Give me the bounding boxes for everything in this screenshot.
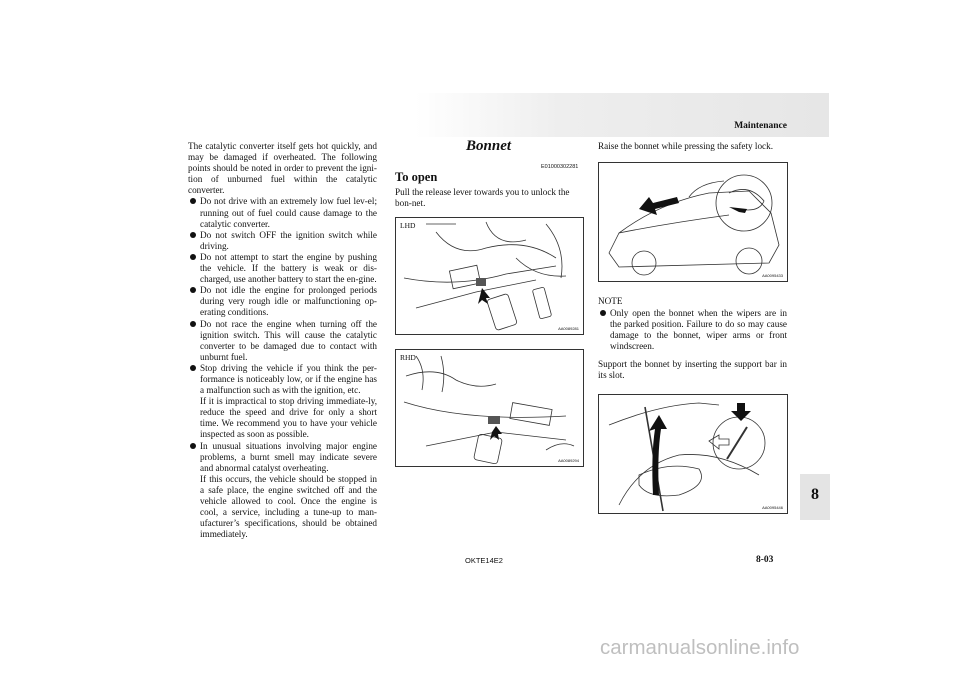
safety-lock-graphic [599, 163, 787, 281]
subheading-to-open: To open [395, 170, 438, 184]
figure-label: LHD [400, 221, 416, 230]
watermark: carmanualsonline.info [600, 636, 800, 659]
bullet-icon [190, 287, 196, 293]
note-heading: NOTE [598, 296, 623, 306]
figure-code: AA0095433 [762, 273, 783, 278]
section-code: E01000302281 [541, 164, 579, 170]
safety-lock-illustration [598, 162, 788, 282]
lhd-illustration-graphic [396, 218, 583, 334]
list-item: Do not switch OFF the ignition switch while driving. [188, 230, 377, 252]
rhd-illustration-graphic [396, 350, 583, 466]
support-bar-instruction: Support the bonnet by inserting the support bar in its slot. [598, 359, 787, 380]
list-item: Only open the bonnet when the wipers are in the parked position. Failure to do so may cause damage to the bonnet, wiper arms or front windscreen. [598, 308, 787, 352]
figure-code: AA0089281 [558, 326, 579, 331]
section-heading: Bonnet [466, 138, 512, 154]
rhd-release-lever-illustration [395, 349, 584, 467]
lhd-release-lever-illustration [395, 217, 584, 335]
bullet-icon [190, 321, 196, 327]
note-list [598, 308, 787, 352]
figure-code: AA0089294 [558, 458, 579, 463]
page-number: 8-03 [756, 555, 774, 565]
precaution-list [188, 196, 377, 540]
list-item: Do not race the engine when turning off the ignition switch. This will cause the catalytic converter to be damaged due to contact with unburnt fuel. [188, 319, 377, 363]
raise-bonnet-instruction: Raise the bonnet while pressing the safety lock. [598, 141, 774, 151]
bullet-icon [190, 254, 196, 260]
list-item: Do not attempt to start the engine by pushing the vehicle. If the battery is weak or dis-charged, use another battery to start the en-gine. [188, 252, 377, 285]
catalytic-converter-column [188, 141, 377, 540]
figure-code: AA0095446 [762, 505, 783, 510]
bullet-icon [600, 310, 606, 316]
figure-label: RHD [400, 353, 416, 362]
support-bar-graphic [599, 395, 787, 513]
section-title: Maintenance [734, 121, 787, 131]
support-bar-illustration [598, 394, 788, 514]
bullet-icon [190, 365, 196, 371]
bullet-icon [190, 232, 196, 238]
list-item: In unusual situations involving major engine problems, a burnt smell may indicate severe and abnormal catalyst overheating. If this occurs, the vehicle should be stopped in a safe place, the engine switched off and the vehicle allowed to cool. Once the engine is cool, a service, including a tune-up to man-ufacturer’s specifications, should be obtained immediately. [188, 441, 377, 541]
document-code: OKTE14E2 [465, 556, 503, 565]
bullet-icon [190, 198, 196, 204]
list-item: Do not drive with an extremely low fuel lev-el; running out of fuel could cause damage to the catalytic converter. [188, 196, 377, 229]
bullet-icon [190, 443, 196, 449]
intro-paragraph: The catalytic converter itself gets hot quickly, and may be damaged if overheated. The following points should be noted in order to prevent the igni-tion of unburned fuel within the catalytic converter. [188, 141, 377, 196]
release-lever-instruction: Pull the release lever towards you to unlock the bon-net. [395, 187, 570, 208]
list-item: Do not idle the engine for prolonged periods during very rough idle or malfunctioning op-erating conditions. [188, 285, 377, 318]
chapter-number: 8 [811, 486, 819, 503]
chapter-tab [800, 474, 830, 520]
list-item: Stop driving the vehicle if you think the per-formance is noticeably low, or if the engine has a malfunction such as with the ignition, etc. If it is impractical to stop driving immediate-ly, reduce the speed and drive for only a short time. We recommend you to have your vehicle inspected as soon as possible. [188, 363, 377, 441]
